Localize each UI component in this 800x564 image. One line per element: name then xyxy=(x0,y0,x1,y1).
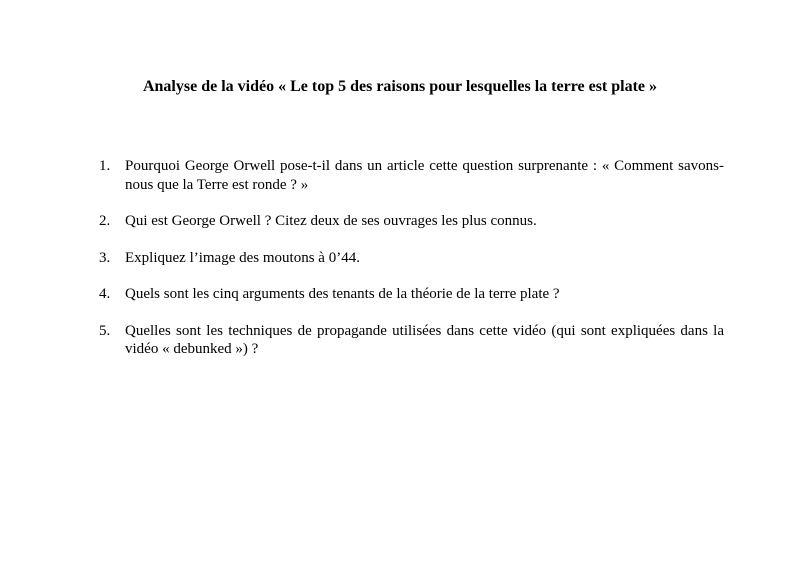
document-title: Analyse de la vidéo « Le top 5 des raisons pour lesquelles la terre est plate » xyxy=(142,78,658,95)
question-text: Expliquez l’image des moutons à 0’44. xyxy=(125,249,360,266)
question-item-1 xyxy=(99,157,724,194)
question-number: 4. xyxy=(99,286,111,302)
question-item-5 xyxy=(99,322,724,359)
question-text: Qui est George Orwell ? Citez deux de ses ouvrages les plus connus. xyxy=(125,213,537,229)
question-number: 3. xyxy=(99,249,111,266)
question-text: Pourquoi George Orwell pose-t-il dans un article cette question surprenante : « Comment savons-nous que la Terre est ronde ? » xyxy=(125,158,724,193)
question-list xyxy=(99,157,724,377)
question-item-2 xyxy=(99,212,724,231)
question-item-3 xyxy=(99,249,724,268)
question-number: 1. xyxy=(99,158,111,174)
question-number: 5. xyxy=(99,322,111,339)
question-number: 2. xyxy=(99,213,111,229)
question-text: Quelles sont les techniques de propagande utilisées dans cette vidéo (qui sont expliquées dans la vidéo « debunked ») ? xyxy=(125,322,724,357)
question-item-4 xyxy=(99,285,724,304)
question-text: Quels sont les cinq arguments des tenants de la théorie de la terre plate ? xyxy=(125,286,560,302)
